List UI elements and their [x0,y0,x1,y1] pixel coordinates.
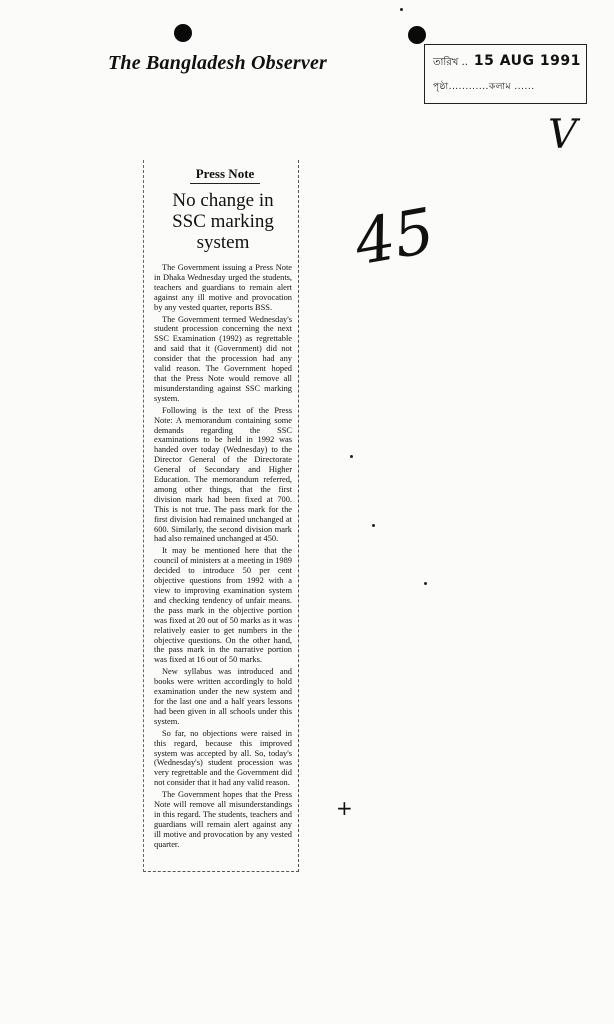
article-paragraph: The Government issuing a Press Note in Dhaka Wednesday urged the students, teachers and guardians to remain alert against any ill motive and provocation by any vested quarter, reports BSS. [154,263,292,312]
article-paragraph: So far, no objections were raised in this regard, because this improved system was accepted by all. So, today's (Wednesday's) student procession was very regrettable and the Government did not consider that it had any valid reason. [154,728,292,788]
scan-speck [400,8,403,11]
article-paragraph: The Government termed Wednesday's student procession concerning the next SSC Examination (1992) as regrettable and said that it (Government) did not consider that the procession had any valid reason. The Government hoped that the Press Note would remove all misunderstanding against SSC marking system. [154,314,292,403]
stamp-page-line: পৃষ্ঠা............কলাম ...... [433,82,535,92]
stamp-date-row [433,53,581,72]
cross-mark: + [336,796,353,820]
newspaper-masthead: The Bangladesh Observer [108,52,328,74]
scan-speck [424,582,427,585]
article-paragraph: New syllabus was introduced and books were written accordingly to hold examination under the new system and for the last one and a half years lessons had been given in all schools under this system. [154,667,292,726]
scan-speck [350,455,353,458]
check-mark: V [548,112,577,158]
punch-hole-right [408,26,426,44]
article-paragraph: The Government hopes that the Press Note will remove all misunderstandings in this regard. The students, teachers and guardians will remain alert against any ill motive and provocation by any vested quarter. [154,790,292,849]
stamp-date: 15 AUG 1991 [473,53,581,69]
press-clipping [143,160,299,872]
article-paragraph: It may be mentioned here that the council of ministers at a meeting in 1989 decided to introduce 50 per cent objective questions from 1992 with a view to improving examination system and checking tendency of unfair means. the pass mark in the objective portion was fixed at 20 out of 50 marks as it was relatively easier to get numbers in the objective questions. On the other hand, the pass mark in the narrative portion was fixed at 16 out of 50 marks. [154,546,292,665]
handwritten-page-number: 45 [349,193,440,280]
article-paragraph: Following is the text of the Press Note: A memorandum containing some demands regarding the SSC examinations to be held in 1992 was handed over today (Wednesday) to the Director General of the Directorate General of Secondary and Higher Education. The memorandum referred, among other things, that the first division mark had been fixed at 700. This is not true. The pass mark for the first division had remained unchanged at 600. Similarly, the second division mark had also remained unchanged at 450. [154,405,292,544]
date-stamp [424,44,587,104]
article-headline: No change in SSC marking system [172,190,274,253]
stamp-date-label: তারিখ .. [433,57,468,68]
article-body [154,263,292,850]
punch-hole-left [174,24,192,42]
article-kicker: Press Note [190,166,260,184]
scan-speck [372,524,375,527]
